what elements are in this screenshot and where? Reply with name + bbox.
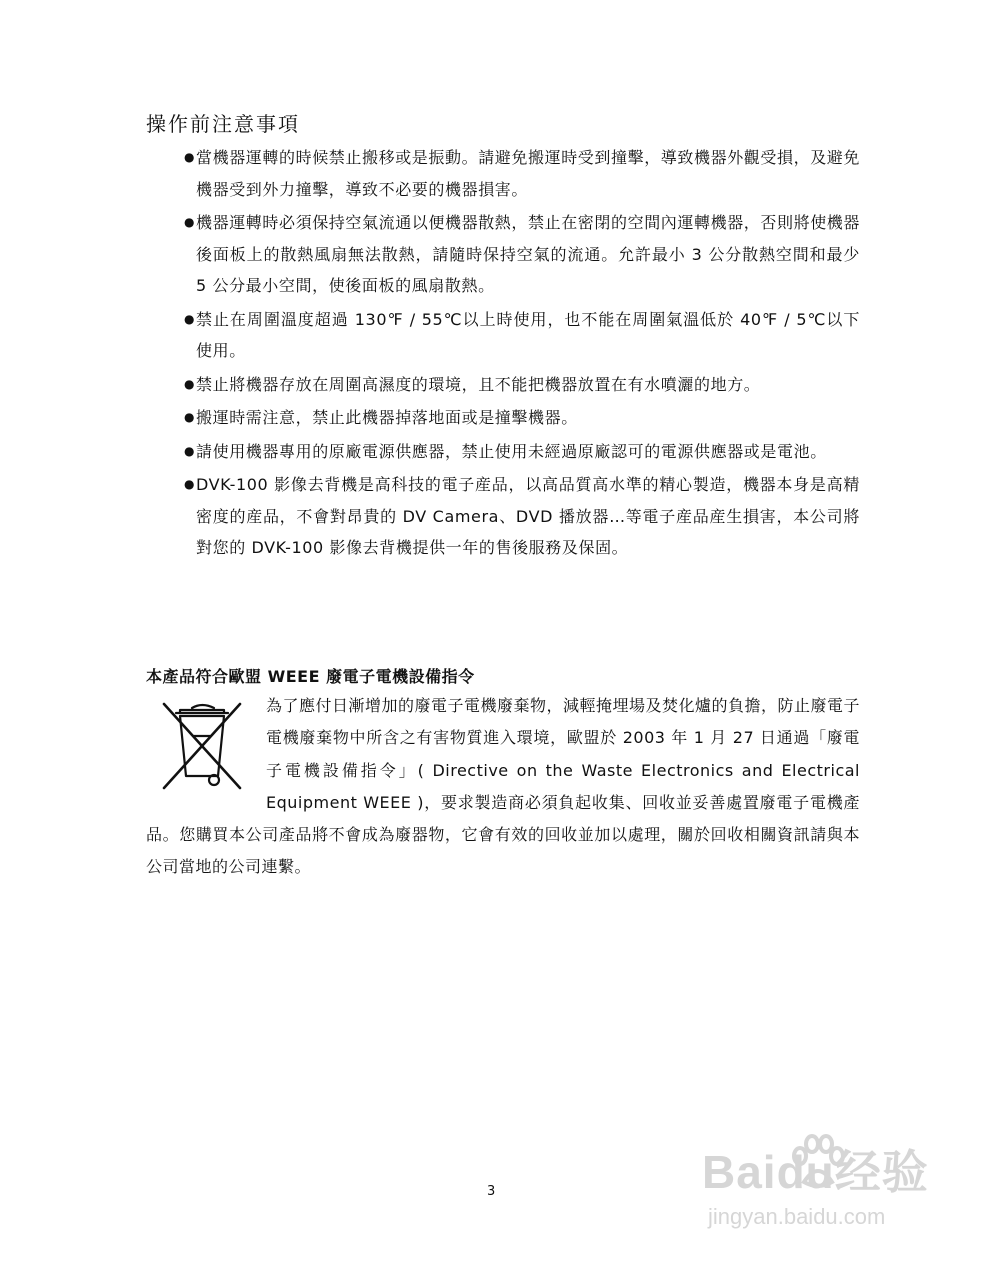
note-text: 禁止將機器存放在周圍高濕度的環境，且不能把機器放置在有水噴灑的地方。 <box>196 374 761 394</box>
weee-paragraph <box>146 690 860 884</box>
bullet-icon: ● <box>184 150 196 164</box>
watermark-url: jingyan.baidu.com <box>708 1204 886 1229</box>
list-item <box>184 369 860 401</box>
bullet-icon: ● <box>184 376 196 391</box>
weee-heading: 本產品符合歐盟 WEEE 廢電子電機設備指令 <box>146 667 475 686</box>
bullet-icon: ● <box>184 311 196 326</box>
note-text: DVK-100 影像去背機是高科技的電子産品，以高品質高水準的精心製造，機器本身是高精密度的産品，不會對昂貴的 DV Camera、DVD 播放器…等電子産品産生損害，本公司將對您的 DVK-100 影像去背機提供一年的售後服務及保固。 <box>196 475 860 557</box>
page-number: 3 <box>487 1184 496 1199</box>
watermark-logo-text: Baidu经验 <box>702 1146 929 1198</box>
list-item <box>184 304 860 367</box>
note-text: 請使用機器專用的原廠電源供應器，禁止使用未經過原廠認可的電源供應器或是電池。 <box>196 441 827 461</box>
baidu-watermark <box>702 1134 942 1254</box>
note-text: 搬運時需注意，禁止此機器掉落地面或是撞擊機器。 <box>196 408 578 427</box>
list-item <box>184 436 860 468</box>
list-item <box>184 402 860 434</box>
bullet-icon: ● <box>184 443 196 458</box>
section-title: 操作前注意事項 <box>146 112 300 136</box>
list-item <box>184 142 860 205</box>
note-text: 當機器運轉的時候禁止搬移或是振動。請避免搬運時受到撞擊，導致機器外觀受損，及避免機器受到外力撞擊，導致不必要的機器損害。 <box>196 148 861 199</box>
list-item <box>184 207 860 302</box>
note-text: 機器運轉時必須保持空氣流通以便機器散熱，禁止在密閉的空間內運轉機器，否則將使機器後面板上的散熱風扇無法散熱，請隨時保持空氣的流通。允許最小 3 公分散熱空間和最少 5 公分最小空間，使後面板的風扇散熱。 <box>196 213 861 295</box>
bullet-icon: ● <box>184 215 196 229</box>
list-item <box>184 469 860 564</box>
bullet-icon: ● <box>184 477 196 491</box>
bullet-icon: ● <box>184 410 196 424</box>
notes-list <box>184 142 860 566</box>
note-text: 禁止在周圍溫度超過 130℉ / 55℃以上時使用，也不能在周圍氣溫低於 40℉ / 5℃以下使用。 <box>196 309 860 360</box>
icon-spacer <box>146 690 266 814</box>
weee-paragraph-text: 為了應付日漸增加的廢電子電機廢棄物，減輕掩埋場及焚化爐的負擔，防止廢電子電機廢棄物中所含之有害物質進入環境，歐盟於 2003 年 1 月 27 日通過「廢電子電機設備指令」( Directive on the Waste Electronics and Electrical Equipment WEEE )，要求製造商必須負起收集、回收並妥善處置廢電子電機產品。您購買本公司產品將不會成為廢器物，它會有效的回收並加以處理，關於回收相關資訊請與本公司當地的公司連繫。 <box>146 696 861 877</box>
